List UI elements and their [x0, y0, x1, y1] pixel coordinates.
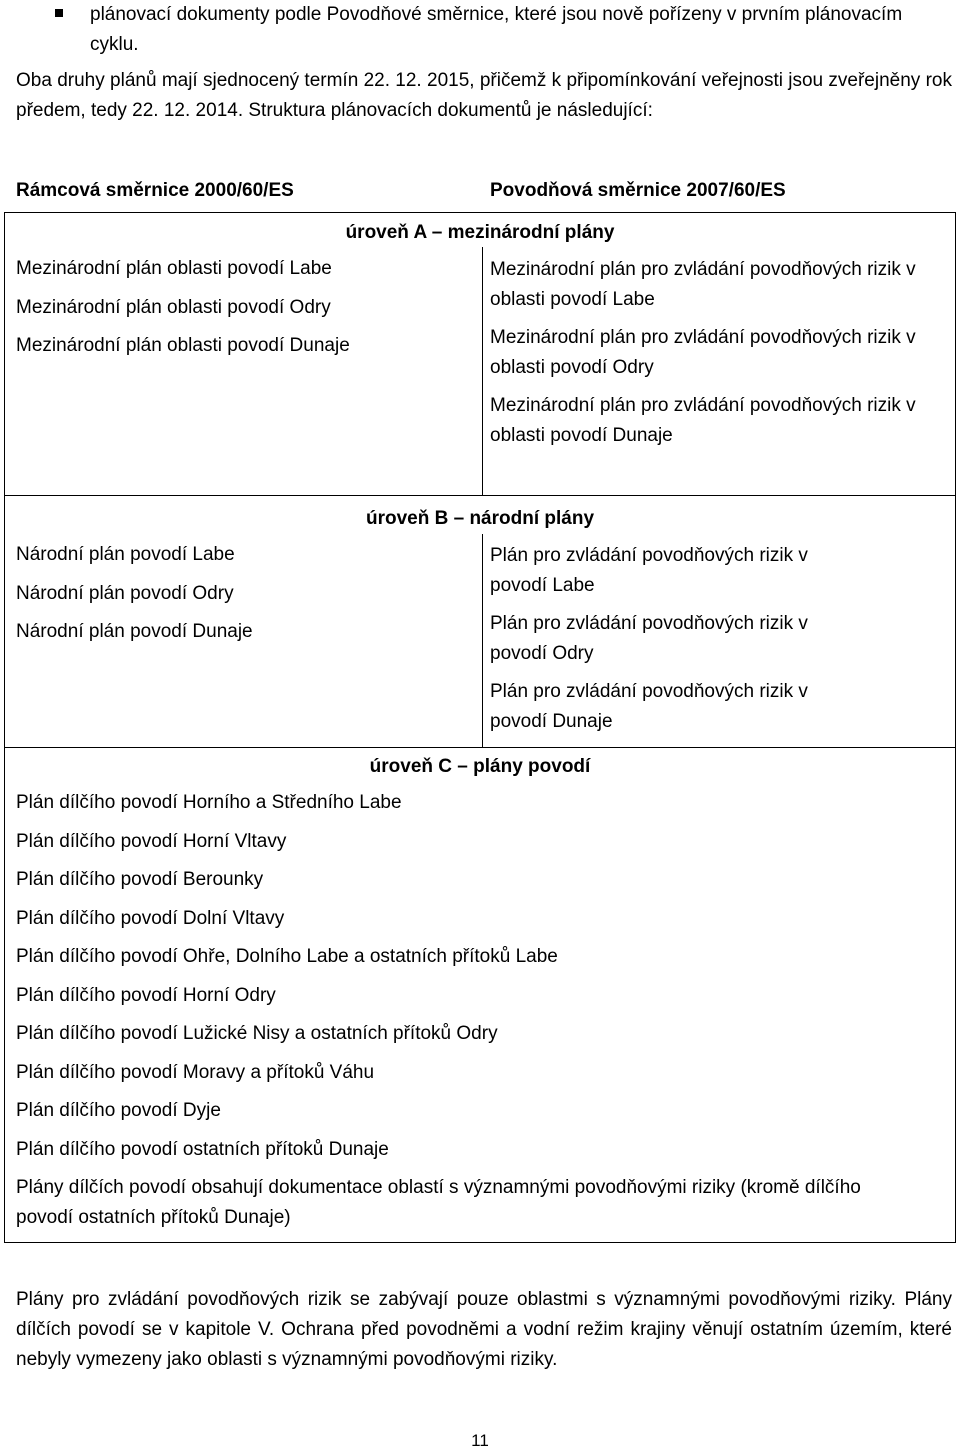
- square-bullet-icon: [55, 9, 63, 17]
- list-item: Plán pro zvládání povodňových rizik v povodí Odry: [490, 613, 808, 664]
- list-item: Plán dílčího povodí Ohře, Dolního Labe a ostatních přítoků Labe: [16, 946, 558, 967]
- level-a-title: úroveň A – mezinárodní plány: [345, 222, 615, 243]
- list-item: Mezinárodní plán pro zvládání povodňových rizik v oblasti povodí Odry: [490, 327, 916, 378]
- header-framework-directive: Rámcová směrnice 2000/60/ES: [16, 180, 294, 201]
- page-number: 11: [471, 1431, 489, 1450]
- level-a-left-cell: [16, 250, 476, 366]
- level-a-b-divider: [4, 495, 956, 496]
- table-top-border: [4, 212, 956, 213]
- list-item: Plán dílčího povodí Dolní Vltavy: [16, 907, 285, 929]
- table-bottom-border: [4, 1242, 956, 1243]
- list-item: Mezinárodní plán pro zvládání povodňových rizik v oblasti povodí Dunaje: [490, 395, 916, 446]
- level-b-title: úroveň B – národní plány: [365, 508, 595, 529]
- list-item: Mezinárodní plán pro zvládání povodňových rizik v oblasti povodí Labe: [490, 259, 916, 310]
- intro-bullet-text: plánovací dokumenty podle Povodňové směrnice, které jsou nově pořízeny v prvním plánovacím cyklu.: [90, 4, 903, 55]
- level-b-column-divider: [482, 534, 483, 748]
- list-item: Plán dílčího povodí Horní Odry: [16, 984, 276, 1006]
- list-item: Plán dílčího povodí ostatních přítoků Dunaje: [16, 1138, 389, 1160]
- header-flood-directive: Povodňová směrnice 2007/60/ES: [490, 180, 786, 201]
- list-item: Plán dílčího povodí Horní Vltavy: [16, 830, 287, 852]
- list-item: Mezinárodní plán oblasti povodí Labe: [16, 258, 332, 279]
- table-right-border: [955, 212, 956, 1243]
- list-item: Národní plán povodí Dunaje: [16, 621, 253, 642]
- level-a-right-cell: [490, 255, 948, 459]
- list-item: Plán dílčího povodí Dyje: [16, 1100, 221, 1121]
- table-left-border: [4, 212, 5, 1243]
- list-item: Plán pro zvládání povodňových rizik v povodí Labe: [490, 545, 808, 596]
- list-item: Národní plán povodí Odry: [16, 582, 234, 604]
- intro-paragraph: Oba druhy plánů mají sjednocený termín 22. 12. 2015, přičemž k připomínkování veřejnosti jsou zveřejněny rok předem, tedy 22. 12. 2014. Struktura plánovacích dokumentů je následující:: [16, 70, 952, 121]
- level-c-title: úroveň C – plány povodí: [369, 756, 591, 777]
- level-a-column-divider: [482, 247, 483, 496]
- intro-bullet: [50, 0, 950, 60]
- list-item: Plán dílčího povodí Moravy a přítoků Váhu: [16, 1061, 375, 1083]
- list-item: Národní plán povodí Labe: [16, 544, 235, 565]
- level-c-cell: [16, 784, 946, 1169]
- level-b-c-divider: [4, 747, 956, 748]
- outro-paragraph: Plány pro zvládání povodňových rizik se zabývají pouze oblastmi s významnými povodňovými riziky. Plány dílčích povodí se v kapitole V. Ochrana před povodněmi a vodní režim krajiny věnují ostatním územím, které nebyly vymezeny jako oblasti s významnými povodňovými riziky.: [16, 1289, 952, 1370]
- list-item: Plán pro zvládání povodňových rizik v povodí Dunaje: [490, 681, 808, 732]
- list-item: Plán dílčího povodí Horního a Středního Labe: [16, 792, 402, 813]
- level-c-note: Plány dílčích povodí obsahují dokumentace oblastí s významnými povodňovými riziky (kromě dílčího povodí ostatních přítoků Dunaje): [16, 1177, 861, 1228]
- level-b-left-cell: [16, 536, 476, 652]
- list-item: Plán dílčího povodí Lužické Nisy a ostatních přítoků Odry: [16, 1023, 498, 1044]
- list-item: Mezinárodní plán oblasti povodí Odry: [16, 296, 331, 318]
- list-item: Mezinárodní plán oblasti povodí Dunaje: [16, 335, 350, 356]
- list-item: Plán dílčího povodí Berounky: [16, 869, 264, 890]
- level-b-right-cell: [490, 541, 870, 745]
